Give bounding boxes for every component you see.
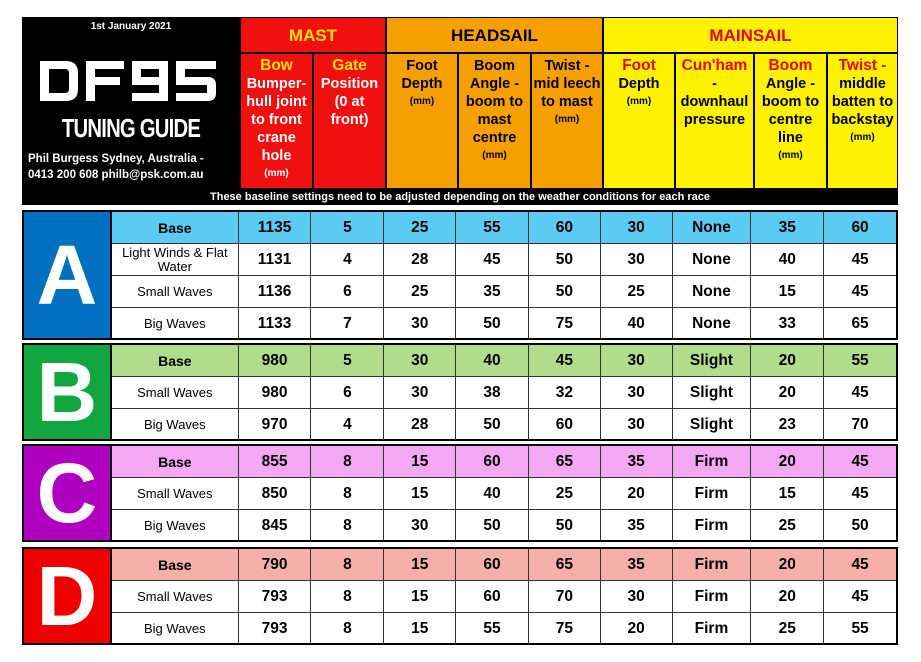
table-cell: 75 xyxy=(529,613,601,644)
table-cell: 30 xyxy=(384,377,456,408)
table-cell: 15 xyxy=(384,478,456,509)
table-cell: 35 xyxy=(456,276,529,307)
column-header-title: Boom xyxy=(768,57,813,74)
column-header-text: centre xyxy=(768,112,813,128)
table-cell: 55 xyxy=(456,212,529,243)
table-cell: 8 xyxy=(311,510,384,541)
table-row xyxy=(112,510,896,541)
table-cell: 7 xyxy=(311,308,384,339)
table-cell: 45 xyxy=(851,452,869,470)
table-cell: 1131 xyxy=(239,244,312,275)
group-headsail: HEADSAIL xyxy=(386,17,603,53)
table-cell: 60 xyxy=(456,581,529,612)
table-cell: None xyxy=(673,212,752,243)
column-header-gate-position xyxy=(313,53,386,189)
table-cell: 50 xyxy=(456,308,529,339)
table-cell: 38 xyxy=(456,377,529,408)
table-row xyxy=(112,276,896,308)
table-cell: 65 xyxy=(529,549,601,580)
column-header-unit: (mm) xyxy=(554,114,580,125)
table-cell: 50 xyxy=(456,409,529,440)
condition-label: Light Winds & Flat Water xyxy=(112,244,239,275)
table-row xyxy=(112,212,896,244)
column-header-unit: (mm) xyxy=(264,168,289,179)
table-cell: 65 xyxy=(851,314,869,332)
column-header-unit: (mm) xyxy=(850,132,875,143)
table-cell: 15 xyxy=(384,446,456,477)
table-cell: 40 xyxy=(601,308,673,339)
condition-label: Base xyxy=(112,446,239,477)
table-cell: Slight xyxy=(673,345,752,376)
table-row xyxy=(112,446,896,478)
table-cell: 32 xyxy=(529,377,601,408)
column-header-mainsail-boom-angle xyxy=(754,53,827,189)
table-cell: 793 xyxy=(239,581,312,612)
condition-label: Base xyxy=(112,345,239,376)
table-cell: 45 xyxy=(529,345,601,376)
column-header-unit: (mm) xyxy=(482,150,507,161)
table-cell: 45 xyxy=(851,383,869,401)
column-header-title: Bow xyxy=(260,57,293,74)
table-cell: 30 xyxy=(384,345,456,376)
table-cell: None xyxy=(673,244,752,275)
table-cell: 55 xyxy=(851,619,869,637)
table-cell: None xyxy=(673,276,752,307)
table-cell: 28 xyxy=(384,409,456,440)
condition-label: Small Waves xyxy=(112,276,239,307)
table-cell: 40 xyxy=(456,345,529,376)
table-cell: 35 xyxy=(601,549,673,580)
table-cell: 45 xyxy=(851,250,869,268)
column-header-text: boom to xyxy=(465,94,524,110)
table-row xyxy=(112,549,896,581)
column-header-text: to mast xyxy=(541,94,593,110)
table-cell: 50 xyxy=(529,510,601,541)
table-cell: Firm xyxy=(673,478,752,509)
table-cell: 5 xyxy=(311,212,384,243)
division-b-table xyxy=(22,343,898,441)
table-cell: 40 xyxy=(751,244,824,275)
table-cell: 8 xyxy=(311,478,384,509)
table-cell: 25 xyxy=(384,212,456,243)
table-row xyxy=(112,478,896,510)
table-cell: Firm xyxy=(673,510,752,541)
table-row xyxy=(112,345,896,377)
table-row xyxy=(112,581,896,613)
condition-label: Big Waves xyxy=(112,308,239,339)
table-cell: 50 xyxy=(529,244,601,275)
column-header-title: Twist - xyxy=(544,58,590,74)
table-cell: 45 xyxy=(851,484,869,502)
table-cell: 980 xyxy=(239,345,312,376)
contact-line-1: Phil Burgess Sydney, Australia - xyxy=(28,153,204,165)
table-cell: 25 xyxy=(529,478,601,509)
table-cell: 30 xyxy=(384,510,456,541)
table-cell: 4 xyxy=(311,244,384,275)
table-cell: 35 xyxy=(601,446,673,477)
table-cell: 20 xyxy=(751,581,824,612)
table-cell: Firm xyxy=(673,446,752,477)
table-cell: 8 xyxy=(311,581,384,612)
table-cell: 28 xyxy=(384,244,456,275)
table-cell: 15 xyxy=(751,276,824,307)
column-header-unit: (mm) xyxy=(778,150,803,161)
column-header-text: centre xyxy=(472,130,517,146)
table-row xyxy=(112,244,896,276)
division-letter-badge: A xyxy=(24,212,112,338)
table-cell: 35 xyxy=(601,510,673,541)
column-header-text: front) xyxy=(330,112,369,128)
table-cell: 20 xyxy=(751,377,824,408)
table-cell: 75 xyxy=(529,308,601,339)
column-header-text: batten to xyxy=(831,94,894,110)
table-cell: 855 xyxy=(239,446,312,477)
column-header-text: hull joint xyxy=(246,94,307,110)
table-cell: 25 xyxy=(601,276,673,307)
column-header-text: Angle - xyxy=(765,76,816,92)
table-cell: 45 xyxy=(851,282,869,300)
table-cell: 8 xyxy=(311,613,384,644)
table-cell: 23 xyxy=(751,409,824,440)
column-header-text: Bumper- xyxy=(246,76,307,92)
condition-label: Small Waves xyxy=(112,377,239,408)
column-header-text: line xyxy=(778,130,803,146)
column-header-unit: (mm) xyxy=(626,96,652,107)
column-header-title: Foot xyxy=(622,57,656,74)
condition-label: Base xyxy=(112,549,239,580)
table-cell: 60 xyxy=(456,446,529,477)
table-cell: 60 xyxy=(529,409,601,440)
table-cell: 20 xyxy=(601,613,673,644)
column-header-headsail-twist xyxy=(531,53,603,189)
table-cell: 20 xyxy=(751,446,824,477)
table-cell: 1136 xyxy=(239,276,312,307)
baseline-note: These baseline settings need to be adjusted depending on the weather conditions for each race xyxy=(210,191,710,203)
division-letter-badge: B xyxy=(24,345,112,439)
table-cell: 1135 xyxy=(239,212,312,243)
column-header-mainsail-foot-depth xyxy=(603,53,675,189)
table-cell: 55 xyxy=(456,613,529,644)
table-cell: 4 xyxy=(311,409,384,440)
table-cell: 30 xyxy=(601,345,673,376)
table-cell: 50 xyxy=(851,516,869,534)
table-cell: 50 xyxy=(456,510,529,541)
title-panel xyxy=(22,17,240,189)
column-header-text: backstay xyxy=(831,112,894,128)
condition-label: Small Waves xyxy=(112,478,239,509)
table-cell: 20 xyxy=(751,345,824,376)
table-cell: Firm xyxy=(673,549,752,580)
division-letter-badge: C xyxy=(24,446,112,540)
column-header-title: Gate xyxy=(332,57,367,74)
table-cell: 6 xyxy=(311,276,384,307)
table-cell: 25 xyxy=(384,276,456,307)
table-cell: 845 xyxy=(239,510,312,541)
column-header-title: Cun'ham xyxy=(681,57,748,74)
column-header-text: Depth xyxy=(618,76,660,92)
division-d-table xyxy=(22,547,898,645)
table-cell: Firm xyxy=(673,613,752,644)
table-cell: 70 xyxy=(851,415,869,433)
table-cell: 980 xyxy=(239,377,312,408)
table-cell: 65 xyxy=(529,446,601,477)
column-header-text: crane xyxy=(257,130,296,146)
table-cell: None xyxy=(673,308,752,339)
table-cell: 1133 xyxy=(239,308,312,339)
table-cell: 15 xyxy=(751,478,824,509)
table-cell: 15 xyxy=(384,581,456,612)
column-header-text: Angle - xyxy=(469,76,520,92)
column-header-text: downhaul xyxy=(680,94,749,110)
table-cell: 30 xyxy=(601,244,673,275)
table-cell: 25 xyxy=(751,613,824,644)
table-cell: 30 xyxy=(601,409,673,440)
column-header-cunningham xyxy=(675,53,754,189)
table-cell: 8 xyxy=(311,446,384,477)
division-a-table xyxy=(22,210,898,340)
column-header-unit: (mm) xyxy=(409,96,435,107)
table-cell: 30 xyxy=(601,377,673,408)
table-cell: 30 xyxy=(384,308,456,339)
contact-info xyxy=(28,151,240,183)
table-cell: 45 xyxy=(851,555,869,573)
column-header-text: pressure xyxy=(683,112,746,128)
table-cell: 45 xyxy=(456,244,529,275)
column-header-headsail-boom-angle xyxy=(458,53,531,189)
table-cell: 25 xyxy=(751,510,824,541)
table-cell: 970 xyxy=(239,409,312,440)
group-mainsail: MAINSAIL xyxy=(603,17,898,53)
column-header-text: (0 at xyxy=(334,94,365,110)
table-cell: Firm xyxy=(673,581,752,612)
group-mast: MAST xyxy=(240,17,386,53)
table-cell: 850 xyxy=(239,478,312,509)
table-row xyxy=(112,613,896,644)
table-cell: 793 xyxy=(239,613,312,644)
column-header-bow-bumper xyxy=(240,53,313,189)
table-cell: 30 xyxy=(601,212,673,243)
column-header-text: to front xyxy=(251,112,302,128)
table-cell: 35 xyxy=(751,212,824,243)
table-cell: Slight xyxy=(673,409,752,440)
table-cell: 790 xyxy=(239,549,312,580)
column-header-headsail-foot-depth xyxy=(386,53,458,189)
table-cell: 20 xyxy=(601,478,673,509)
condition-label: Big Waves xyxy=(112,409,239,440)
df95-logo xyxy=(40,61,222,101)
column-header-text: mast xyxy=(477,112,512,128)
table-cell: 33 xyxy=(751,308,824,339)
table-cell: 70 xyxy=(529,581,601,612)
table-cell: 55 xyxy=(851,351,869,369)
table-cell: 5 xyxy=(311,345,384,376)
table-cell: 60 xyxy=(529,212,601,243)
column-header-title: Boom xyxy=(473,58,516,74)
contact-line-2: 0413 200 608 philb@psk.com.au xyxy=(28,169,204,181)
table-row xyxy=(112,409,896,440)
condition-label: Big Waves xyxy=(112,510,239,541)
column-header-title: Twist - xyxy=(838,57,887,74)
table-cell: 50 xyxy=(529,276,601,307)
table-row xyxy=(112,377,896,409)
table-cell: 6 xyxy=(311,377,384,408)
table-cell: 8 xyxy=(311,549,384,580)
column-header-text: hole xyxy=(261,148,292,164)
condition-label: Big Waves xyxy=(112,613,239,644)
column-header-text: middle xyxy=(839,76,886,92)
table-cell: 60 xyxy=(456,549,529,580)
condition-label: Base xyxy=(112,212,239,243)
table-cell: 30 xyxy=(601,581,673,612)
column-header-text: mid leech xyxy=(533,76,601,92)
table-cell: 15 xyxy=(384,549,456,580)
date-label: 1st January 2021 xyxy=(90,21,172,32)
table-cell: Slight xyxy=(673,377,752,408)
column-header-text: boom to xyxy=(761,94,820,110)
column-header-text: - xyxy=(712,76,717,92)
table-cell: 45 xyxy=(851,587,869,605)
column-header-text: Depth xyxy=(401,76,443,92)
column-header-title: Foot xyxy=(406,58,438,74)
table-cell: 15 xyxy=(384,613,456,644)
column-header-text: Position xyxy=(320,76,379,92)
table-cell: 60 xyxy=(851,218,869,236)
table-cell: 40 xyxy=(456,478,529,509)
header xyxy=(22,17,898,205)
table-row xyxy=(112,308,896,339)
division-c-table xyxy=(22,444,898,542)
table-cell: 20 xyxy=(751,549,824,580)
column-header-mainsail-twist xyxy=(827,53,898,189)
tuning-guide-title: TUNING GUIDE xyxy=(61,113,201,143)
division-letter-badge: D xyxy=(24,549,112,643)
condition-label: Small Waves xyxy=(112,581,239,612)
